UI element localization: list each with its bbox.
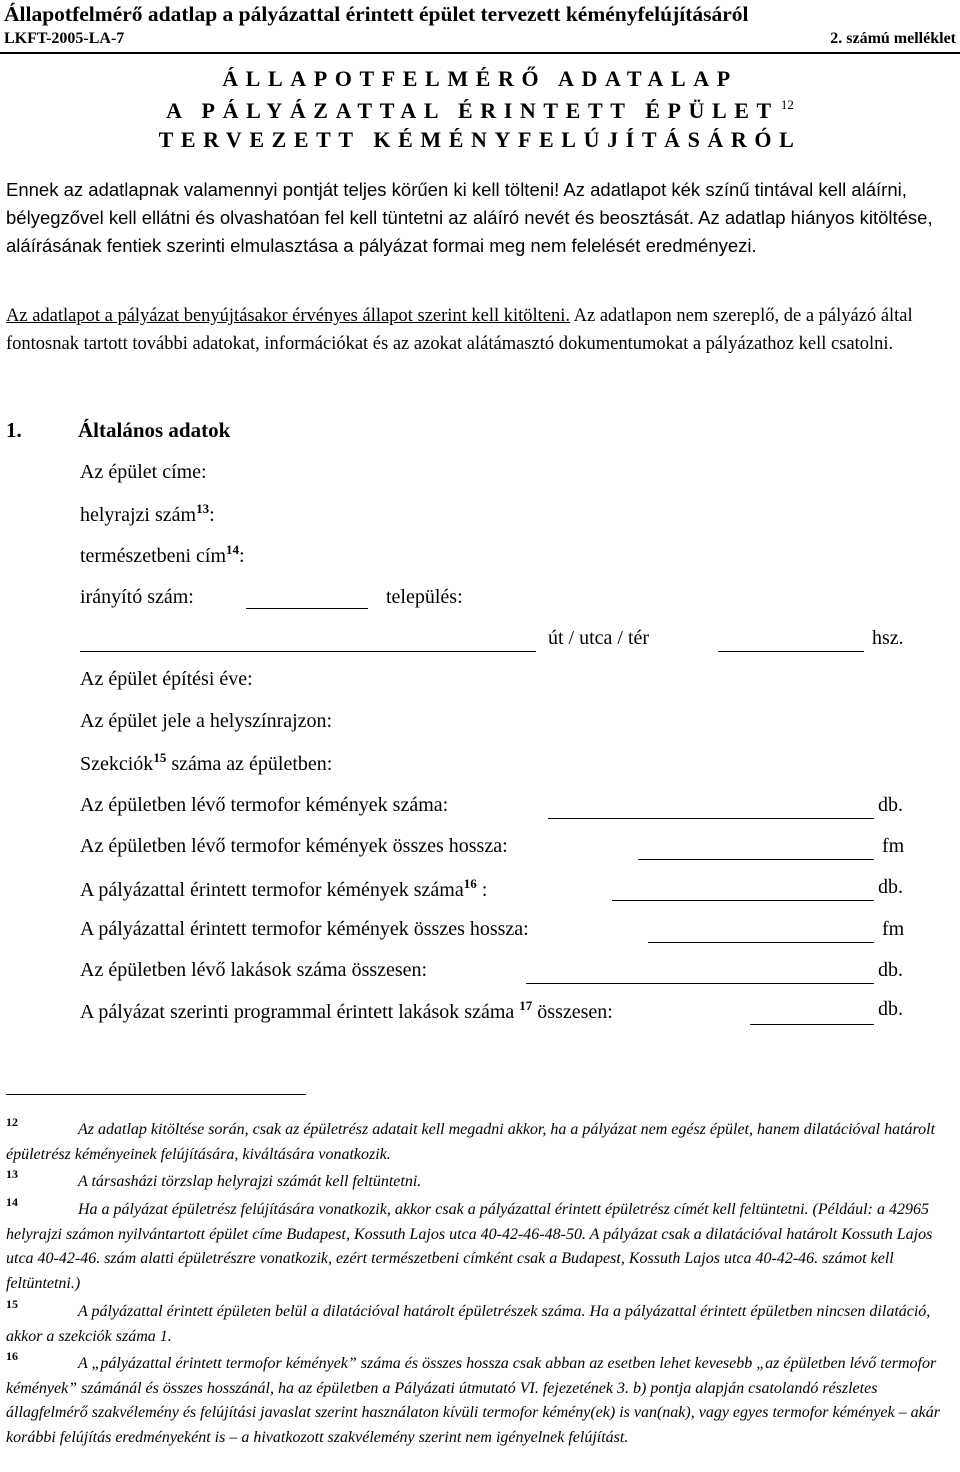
flats-total-label: Az épületben lévő lakások száma összesen:: [80, 959, 428, 981]
flats-affected-blank[interactable]: [750, 1024, 874, 1025]
footnote-12: [6, 1110, 946, 1167]
build-year-label: Az épület építési éve:: [80, 668, 253, 690]
footnote-15: [6, 1292, 946, 1349]
affected-length-unit: fm: [882, 918, 905, 940]
site-plan-mark-label: Az épület jele a helyszínrajzon:: [80, 710, 333, 732]
submission-note-paragraph: Az adatlapot a pályázat benyújtásakor érvényes állapot szerint kell kitölteni. Az adatlapon nem szereplő, de a pályázó által fontosnak tartott további adatokat, információkat és az azokat alátámasztó dokumentumokat a pályázathoz kell csatolni.: [6, 306, 913, 354]
footnote-number: 16: [6, 1349, 18, 1363]
street-name-blank[interactable]: [80, 651, 536, 652]
flats-affected-label: A pályázat szerinti programmal érintett lakások száma $^{17}$ összesen:: [80, 998, 613, 1023]
footnote-number: 12: [6, 1115, 18, 1129]
footnote-text: A „pályázattal érintett termofor kémények” száma és összes hossza csak abban az esetben lehet kevesebb „az épületben lévő termofor kémények” számánál és összes hosszánál, ha az épületben a Pályázati útmutató VI. fejezetének 3. b) pontja alapján csatolandó részletes állagfelmérő szakvélemény és felújítási javaslat szerint használaton kívüli termofor kémény(ek) is van(nak), vagy egyes termofor kémények – akár korábbi felújítás eredményeként is – a hivatkozott szakvélemény szerint nem igényelnek felújítást.: [6, 1355, 940, 1446]
flats-affected-unit: db.: [878, 998, 903, 1020]
affected-count-label: A pályázattal érintett termofor kémények száma$^{16}$ :: [80, 876, 488, 901]
instructions-paragraph: Ennek az adatlapnak valamennyi pontját teljes körűen ki kell tölteni! Az adatlapot kék színű tintával kell aláírni, bélyegzővel kell ellátni és olvashatóan fel kell tüntetni az aláíró nevét és beosztását. Az adatlap hiányos kitöltése, aláírásának fentiek szerinti elmulasztása a pályázat formai meg nem felelését eredményezi.: [6, 179, 933, 256]
zip-blank[interactable]: [246, 608, 368, 609]
footnote-number: 13: [6, 1167, 18, 1181]
submission-state-note: Az adatlapot a pályázat benyújtásakor érvényes állapot szerint kell kitölteni.: [6, 306, 571, 326]
chimney-length-label: Az épületben lévő termofor kémények összes hossza:: [80, 835, 508, 857]
house-number-blank[interactable]: [718, 651, 864, 652]
chimney-length-blank[interactable]: [638, 859, 874, 860]
affected-length-blank[interactable]: [648, 942, 874, 943]
chimney-count-unit: db.: [878, 794, 903, 816]
house-number-label: hsz.: [872, 627, 904, 649]
sections-count-label: Szekciók$^{15}$ száma az épületben:: [80, 750, 333, 775]
form-code: LKFT-2005-LA-7: [4, 30, 125, 47]
annex-label: 2. számú melléklet: [830, 30, 956, 47]
header-meta: [4, 30, 956, 48]
section-title: Általános adatok: [78, 418, 231, 442]
footnote-text: Az adatlap kitöltése során, csak az épületrész adatait kell megadni akkor, ha a pályázat nem egész épület, hanem dilatációval határolt épületrész kéményeinek felújítására, kiváltására vonatkozik.: [6, 1121, 936, 1163]
footnote-separator: [6, 1094, 306, 1095]
section-number: 1.: [6, 418, 22, 442]
doc-title-line-1: ÁLLAPOTFELMÉRŐ ADATALAP: [222, 66, 738, 91]
chimney-length-unit: fm: [882, 835, 905, 857]
affected-length-label: A pályázattal érintett termofor kémények összes hossza:: [80, 918, 529, 940]
street-type-label: út / utca / tér: [548, 627, 650, 649]
flats-total-blank[interactable]: [526, 983, 874, 984]
footnote-14: [6, 1190, 946, 1296]
affected-count-unit: db.: [878, 876, 903, 898]
building-address-label: Az épület címe:: [80, 461, 207, 483]
natural-address-label: természetbeni cím$^{14}$:: [80, 542, 245, 567]
lot-number-label: helyrajzi szám$^{13}$:: [80, 501, 215, 526]
footnote-ref-12: 12: [780, 97, 794, 112]
footnote-text: Ha a pályázat épületrész felújítására vonatkozik, akkor csak a pályázattal érintett épületrész címét kell feltüntetni. (Például: a 42965 helyrajzi számon nyilvántartott épület címe Budapest, Kossuth Lajos utca 40-42-46-48-50. A pályázat csak a dilatációval határolt Kossuth Lajos utca 40-42-46. szám alatti épületrészre vonatkozik, ezért természetbeni címként csak a Budapest, Kossuth Lajos utca 40-42-46. számot kell feltüntetni.): [6, 1201, 933, 1292]
affected-count-blank[interactable]: [612, 900, 874, 901]
footnote-text: A társasházi törzslap helyrajzi számát kell feltüntetni.: [78, 1173, 422, 1190]
footnote-text: A pályázattal érintett épületen belül a dilatációval határolt épületrészek száma. Ha a pályázattal érintett épületben nincsen dilatáció, akkor a szekciók száma 1.: [6, 1303, 931, 1345]
footnote-number: 14: [6, 1195, 18, 1209]
footnote-number: 15: [6, 1297, 18, 1311]
header-divider: [0, 52, 960, 54]
chimney-count-label: Az épületben lévő termofor kémények száma:: [80, 794, 449, 816]
doc-title-line-3: TERVEZETT KÉMÉNYFELÚJÍTÁSÁRÓL: [158, 127, 802, 152]
zip-label: irányító szám:: [80, 586, 194, 608]
flats-total-unit: db.: [878, 959, 903, 981]
doc-title-line-2: A PÁLYÁZATTAL ÉRINTETT ÉPÜLET $^{12}$: [166, 97, 794, 123]
chimney-count-blank[interactable]: [548, 818, 874, 819]
town-label: település:: [386, 586, 463, 608]
header-title: Állapotfelmérő adatlap a pályázattal érintett épület tervezett kéményfelújításáról: [4, 2, 749, 26]
footnote-16: [6, 1344, 946, 1450]
